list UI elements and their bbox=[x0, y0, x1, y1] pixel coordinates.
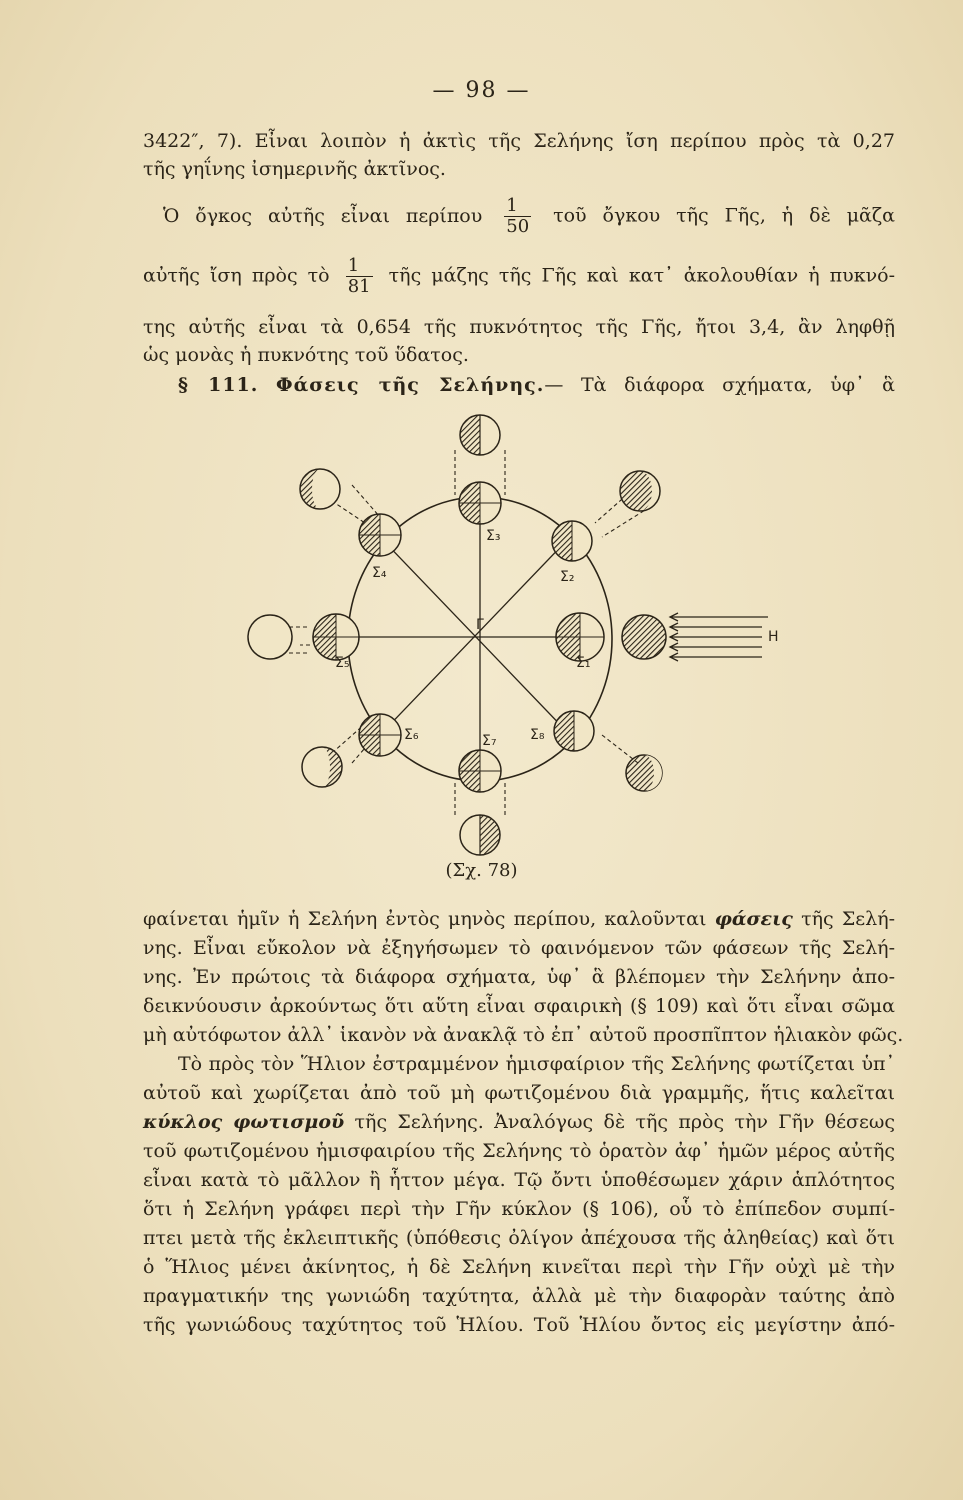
text-line: νης. Ἐν πρώτοις τὰ διάφορα σχήματα, ὑφ᾽ ἃ βλέπομεν τὴν Σελήνην ἀπο- bbox=[143, 966, 895, 988]
text-fragment: φαίνεται ἡμῖν ἡ Σελήνη ἐντὸς μηνὸς περίπου, καλοῦνται bbox=[143, 908, 707, 930]
moon-s2 bbox=[552, 521, 592, 561]
text-line bbox=[143, 1109, 895, 1135]
section-heading-line bbox=[178, 372, 895, 398]
section-number: § 111. bbox=[178, 374, 259, 396]
text-fragment: τῆς μάζης τῆς Γῆς καὶ κατ᾽ ἀκολουθίαν ἡ πυκνό- bbox=[388, 264, 896, 287]
figure-caption: (Σχ. 78) bbox=[445, 860, 518, 881]
text-line: μὴ αὐτόφωτον ἀλλ᾽ ἱκανὸν νὰ ἀνακλᾷ τὸ ἐπ᾽ αὐτοῦ προσπῖπτον ἡλιακὸν φῶς. bbox=[143, 1024, 904, 1046]
text-fragment: — Τὰ διάφορα σχήματα, ὑφ᾽ ἃ bbox=[544, 374, 896, 396]
text-line: πτει μετὰ τῆς ἐκλειπτικῆς (ὑπόθεσις ὀλίγον ἀπέχουσα τῆς ἀληθείας) καὶ ὅτι bbox=[143, 1227, 895, 1249]
phase-lower-right bbox=[626, 755, 662, 791]
phase-upper-left bbox=[300, 469, 340, 509]
emphasis-term: φάσεις bbox=[714, 908, 793, 930]
moon-s5 bbox=[313, 614, 359, 660]
fraction-numerator: 1 bbox=[346, 256, 373, 277]
phase-left bbox=[248, 615, 292, 659]
text-line: ὁ Ἥλιος μένει ἀκίνητος, ἡ δὲ Σελήνη κινεῖται περὶ τὴν Γῆν οὐχὶ μὲ τὴν bbox=[143, 1256, 895, 1278]
text-line: τῆς γωνιώδους ταχύτητος τοῦ Ἡλίου. Τοῦ Ἡλίου ὄντος εἰς μεγίστην ἀπό- bbox=[143, 1314, 895, 1336]
text-fragment: τῆς Σελήνης. Ἀναλόγως δὲ τῆς πρὸς τὴν Γῆν θέσεως bbox=[354, 1111, 895, 1133]
fraction-numerator: 1 bbox=[504, 196, 531, 217]
moon-s8 bbox=[554, 711, 594, 751]
text-line: εἶναι κατὰ τὸ μᾶλλον ἢ ἧττον μέγα. Τῷ ὄντι ὑποθέσωμεν χάριν ἁπλότητος bbox=[143, 1169, 895, 1191]
label-s2: Σ₂ bbox=[560, 569, 575, 585]
label-sun: Η bbox=[768, 629, 779, 645]
phase-lower-left bbox=[302, 747, 342, 787]
text-line: δεικνύουσιν ἀρκούντως ὅτι αὕτη εἶναι σφαιρικὴ (§ 109) καὶ ὅτι εἶναι σῶμα bbox=[143, 995, 895, 1017]
text-fragment: τῆς Σελή- bbox=[801, 908, 895, 930]
moon-s7 bbox=[459, 750, 501, 792]
text-fragment: Ὁ ὄγκος αὐτῆς εἶναι περίπου bbox=[163, 204, 483, 227]
sun-rays bbox=[670, 613, 768, 661]
text-line: 3422″, 7). Εἶναι λοιπὸν ἡ ἀκτὶς τῆς Σελήνης ἴση περίπου πρὸς τὰ 0,27 bbox=[143, 130, 895, 152]
page-number: — 98 — bbox=[432, 78, 531, 103]
moon-s3 bbox=[459, 482, 501, 524]
moon-phases-diagram bbox=[240, 405, 800, 865]
label-s4: Σ₄ bbox=[372, 565, 387, 581]
phase-right-new-moon bbox=[622, 615, 666, 659]
moon-s6 bbox=[359, 714, 401, 756]
emphasis-term: κύκλος φωτισμοῦ bbox=[143, 1111, 345, 1133]
label-s8: Σ₈ bbox=[530, 727, 545, 743]
text-line: τοῦ φωτιζομένου ἡμισφαιρίου τῆς Σελήνης τὸ ὁρατὸν ἀφ᾽ ἡμῶν μέρος αὐτῆς bbox=[143, 1140, 895, 1162]
text-line: ὅτι ἡ Σελήνη γράφει περὶ τὴν Γῆν κύκλον (§ 106), οὗ τὸ ἐπίπεδον συμπί- bbox=[143, 1198, 895, 1220]
text-line: αὐτοῦ καὶ χωρίζεται ἀπὸ τοῦ μὴ φωτιζομένου διὰ γραμμῆς, ἥτις καλεῖται bbox=[143, 1082, 895, 1104]
text-line: της αὐτῆς εἶναι τὰ 0,654 τῆς πυκνότητος τῆς Γῆς, ἤτοι 3,4, ἂν ληφθῇ bbox=[143, 316, 895, 338]
moon-s4 bbox=[359, 514, 401, 556]
fraction bbox=[504, 196, 531, 237]
phase-top bbox=[460, 415, 500, 455]
text-line: νης. Εἶναι εὔκολον νὰ ἐξηγήσωμεν τὸ φαινόμενον τῶν φάσεων τῆς Σελή- bbox=[143, 937, 895, 959]
label-s6: Σ₆ bbox=[404, 727, 419, 743]
text-fragment: τοῦ ὄγκου τῆς Γῆς, ἡ δὲ μᾶζα bbox=[553, 204, 896, 227]
fraction bbox=[346, 256, 373, 297]
section-title: Φάσεις τῆς Σελήνης. bbox=[276, 374, 545, 396]
text-line: τῆς γηΐνης ἰσημερινῆς ἀκτῖνος. bbox=[143, 158, 446, 180]
text-line bbox=[143, 196, 895, 237]
text-line: πραγματικήν της γωνιώδη ταχύτητα, ἀλλὰ μὲ τὴν διαφορὰν ταύτης ἀπὸ bbox=[143, 1285, 895, 1307]
fraction-denominator: 81 bbox=[347, 276, 371, 297]
label-earth: Γ bbox=[476, 617, 484, 633]
fraction-denominator: 50 bbox=[506, 216, 530, 237]
text-line bbox=[143, 256, 895, 297]
label-s7: Σ₇ bbox=[482, 733, 497, 749]
moon-s1 bbox=[556, 613, 604, 661]
text-fragment: αὐτῆς ἴση πρὸς τὸ bbox=[143, 264, 330, 287]
text-line: Τὸ πρὸς τὸν Ἥλιον ἐστραμμένον ἡμισφαίριον τῆς Σελήνης φωτίζεται ὑπ᾽ bbox=[178, 1053, 895, 1075]
phase-bottom bbox=[460, 815, 500, 855]
label-s3: Σ₃ bbox=[486, 528, 501, 544]
text-line bbox=[143, 906, 895, 932]
label-s1: Σ₁ bbox=[576, 655, 591, 671]
text-line: ὡς μονὰς ἡ πυκνότης τοῦ ὕδατος. bbox=[143, 344, 469, 366]
label-s5: Σ₅ bbox=[335, 655, 350, 671]
phase-upper-right bbox=[620, 471, 660, 511]
